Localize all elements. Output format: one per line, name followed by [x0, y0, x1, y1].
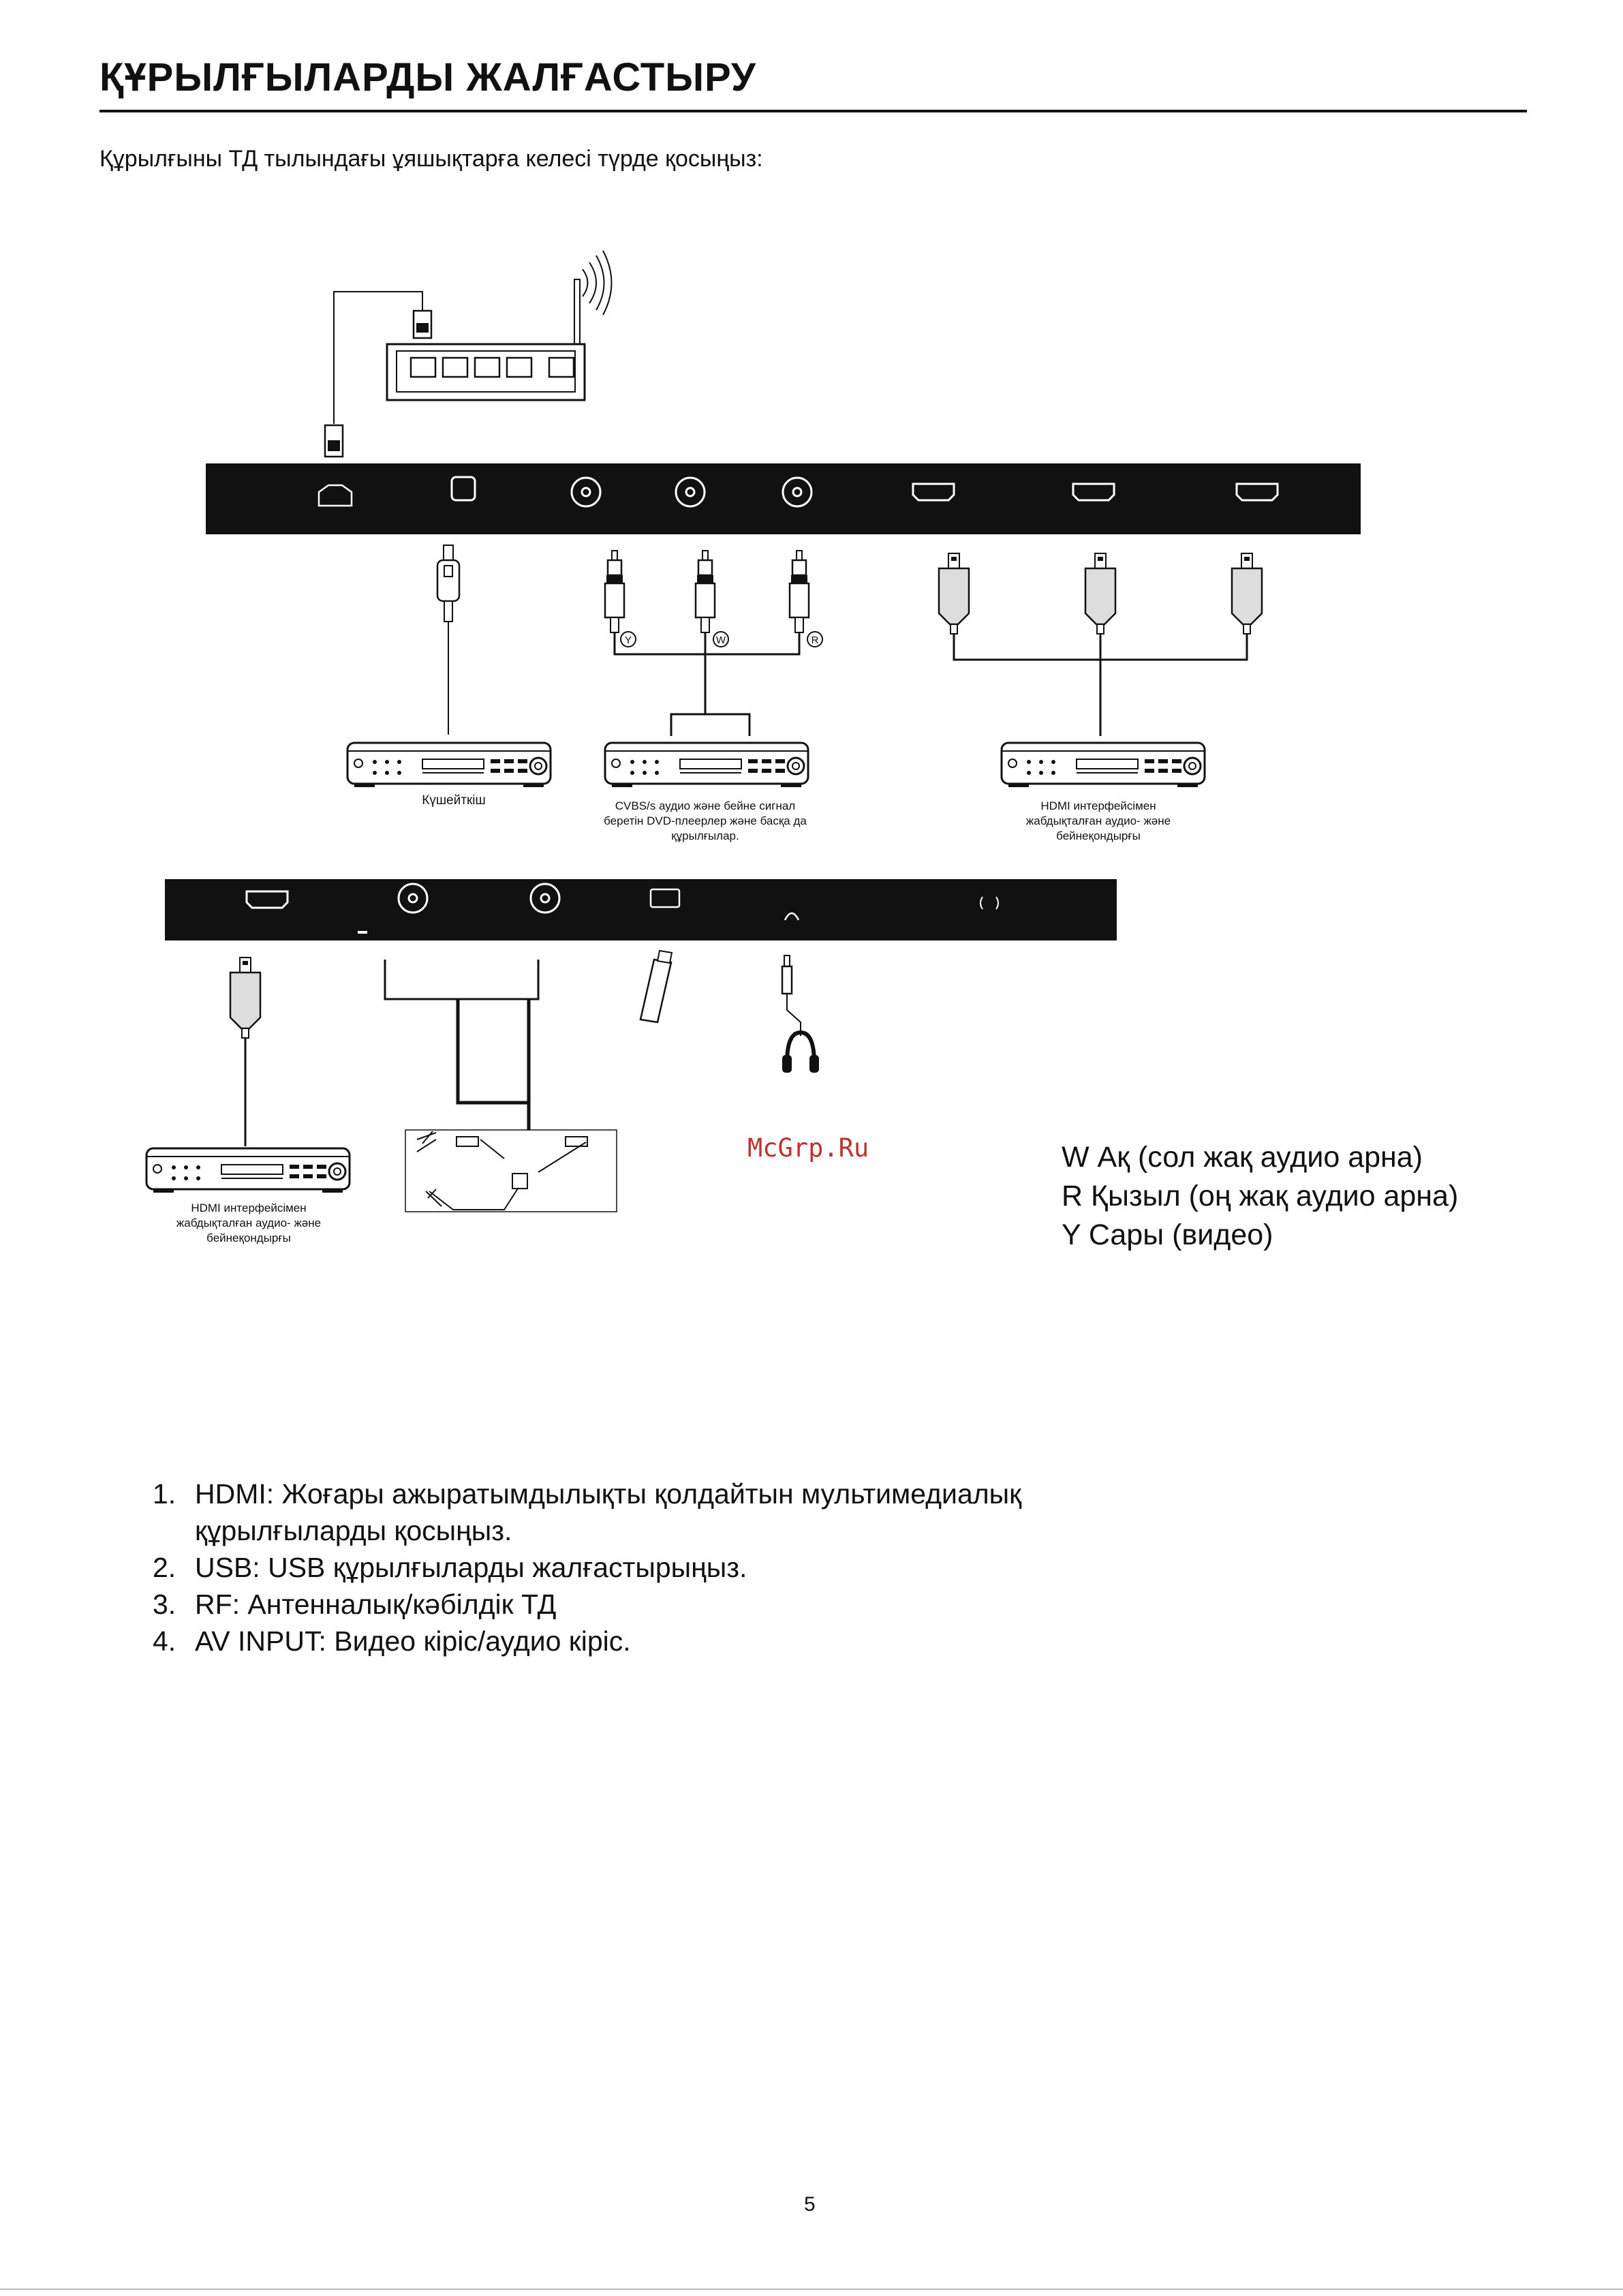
- list-text: USB: USB құрылғыларды жалғастырыңыз.: [195, 1552, 747, 1583]
- hdmi-device-label-bottom: [176, 1201, 321, 1244]
- list-text: AV INPUT: Видео кіріс/аудио кіріс.: [195, 1625, 631, 1657]
- rca-cables: [605, 551, 822, 736]
- hdmi-av-device-bottom: [146, 1148, 350, 1193]
- page-number: 5: [804, 2193, 816, 2216]
- plug-letter-w: W: [715, 634, 726, 646]
- list-item: [153, 1475, 1175, 1549]
- svg-text:жабдықталған аудио- және: жабдықталған аудио- және: [176, 1216, 322, 1229]
- list-item: [153, 1549, 1175, 1586]
- list-text: RF: Антенналық/кәбілдік ТД: [195, 1589, 557, 1620]
- svg-text:CVBS/s аудио және бейне сигнал: CVBS/s аудио және бейне сигнал: [615, 799, 796, 812]
- hdmi-cable-bottom: [230, 958, 260, 1146]
- list-number: 1.: [153, 1478, 176, 1510]
- tv-rear-panel-bottom: [165, 879, 1117, 940]
- bottom-divider: [0, 2289, 1623, 2290]
- svg-text:жабдықталған аудио- және: жабдықталған аудио- және: [1025, 814, 1171, 827]
- list-item: [153, 1623, 1175, 1659]
- amplifier-device: [347, 743, 551, 787]
- svg-text:HDMI интерфейсімен: HDMI интерфейсімен: [1040, 799, 1156, 812]
- plug-letter-r: R: [811, 634, 819, 646]
- svg-text:HDMI интерфейсімен: HDMI интерфейсімен: [191, 1201, 307, 1214]
- page-title: ҚҰРЫЛҒЫЛАРДЫ ЖАЛҒАСТЫРУ: [99, 55, 756, 100]
- svg-text:беретін DVD-плеерлер және басқ: беретін DVD-плеерлер және басқа да: [604, 814, 807, 827]
- usb-stick-icon: [640, 951, 672, 1022]
- optical-cable: [437, 545, 459, 735]
- hdmi-cables-top: [939, 553, 1262, 736]
- color-legend: [1062, 1138, 1458, 1255]
- plug-letter-y: Y: [624, 634, 632, 646]
- list-number: 4.: [153, 1625, 176, 1657]
- legend-item-white: W Ақ (сол жақ аудио арна): [1062, 1141, 1423, 1174]
- dvd-player-device: [605, 743, 808, 787]
- hdmi-av-device-top: [1002, 743, 1205, 787]
- legend-item-yellow: Y Сары (видео): [1062, 1219, 1273, 1251]
- headphones-icon: [782, 955, 819, 1073]
- tv-rear-panel-top: [206, 463, 1361, 534]
- amplifier-label: Күшейткіш: [422, 793, 486, 808]
- svg-text:бейнеқондырғы: бейнеқондырғы: [206, 1231, 291, 1244]
- hdmi-device-label-top: [1026, 799, 1171, 842]
- list-number: 3.: [153, 1589, 176, 1620]
- rf-antenna-connection: [385, 960, 617, 1212]
- list-item: [153, 1586, 1175, 1623]
- svg-text:бейнеқондырғы: бейнеқондырғы: [1056, 829, 1141, 842]
- intro-text: Құрылғыны ТД тылындағы ұяшықтарға келесі түрде қосыңыз:: [99, 146, 763, 172]
- svg-text:құрылғылар.: құрылғылар.: [671, 829, 739, 842]
- list-text: HDMI: Жоғары ажыратымдылықты қолдайтын мультимедиалық құрылғыларды қосыңыз.: [195, 1478, 1022, 1546]
- notes-list: [153, 1475, 1175, 1659]
- legend-item-red: R Қызыл (оң жақ аудио арна): [1062, 1180, 1459, 1212]
- watermark: McGrp.Ru: [747, 1133, 869, 1163]
- cvbs-device-label: [604, 799, 807, 842]
- list-number: 2.: [153, 1552, 176, 1583]
